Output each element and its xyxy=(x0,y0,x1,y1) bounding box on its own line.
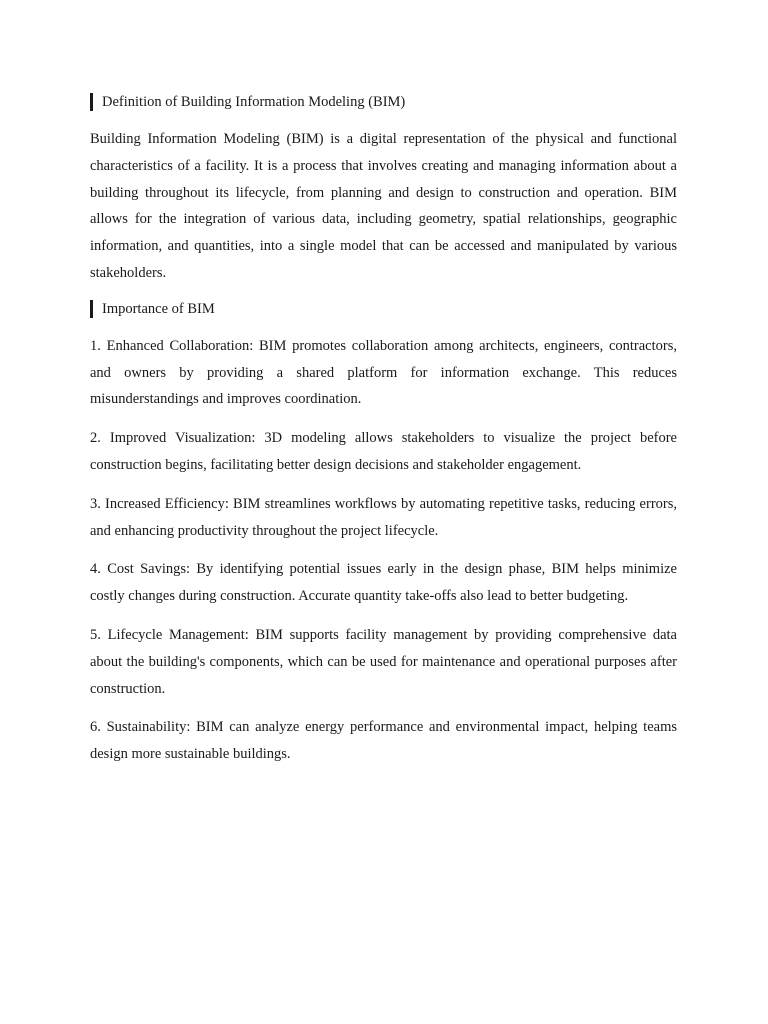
section-heading-definition: Definition of Building Information Modeling (BIM) xyxy=(90,92,677,112)
importance-item-visualization: 2. Improved Visualization: 3D modeling allows stakeholders to visualize the project before construction begins, facilitating better design decisions and stakeholder engagement. xyxy=(90,430,677,473)
importance-item-collaboration: 1. Enhanced Collaboration: BIM promotes collaboration among architects, engineers, contractors, and owners by providing a shared platform for information exchange. This reduces misunderstandings and improves coordination. xyxy=(90,337,677,408)
importance-item-cost-savings: 4. Cost Savings: By identifying potential issues early in the design phase, BIM helps minimize costly changes during construction. Accurate quantity take-offs also lead to better budgeting. xyxy=(90,561,677,605)
definition-paragraph: Building Information Modeling (BIM) is a digital representation of the physical and functional characteristics of a facility. It is a process that involves creating and managing information about a building throughout its lifecycle, from planning and design to construction and operation. BIM allows for the integration of various data, including geometry, spatial relationships, geographic information, and quantities, into a single model that can be accessed and manipulated by various stakeholders. xyxy=(90,131,677,281)
section-heading-importance: Importance of BIM xyxy=(90,299,677,319)
document-page xyxy=(90,92,677,780)
importance-item-lifecycle: 5. Lifecycle Management: BIM supports facility management by providing comprehensive data about the building's components, which can be used for maintenance and operational purposes after construction. xyxy=(90,626,677,697)
importance-item-efficiency: 3. Increased Efficiency: BIM streamlines workflows by automating repetitive tasks, reducing errors, and enhancing productivity throughout the project lifecycle. xyxy=(90,495,677,539)
importance-item-sustainability: 6. Sustainability: BIM can analyze energy performance and environmental impact, helping teams design more sustainable buildings. xyxy=(90,719,677,763)
